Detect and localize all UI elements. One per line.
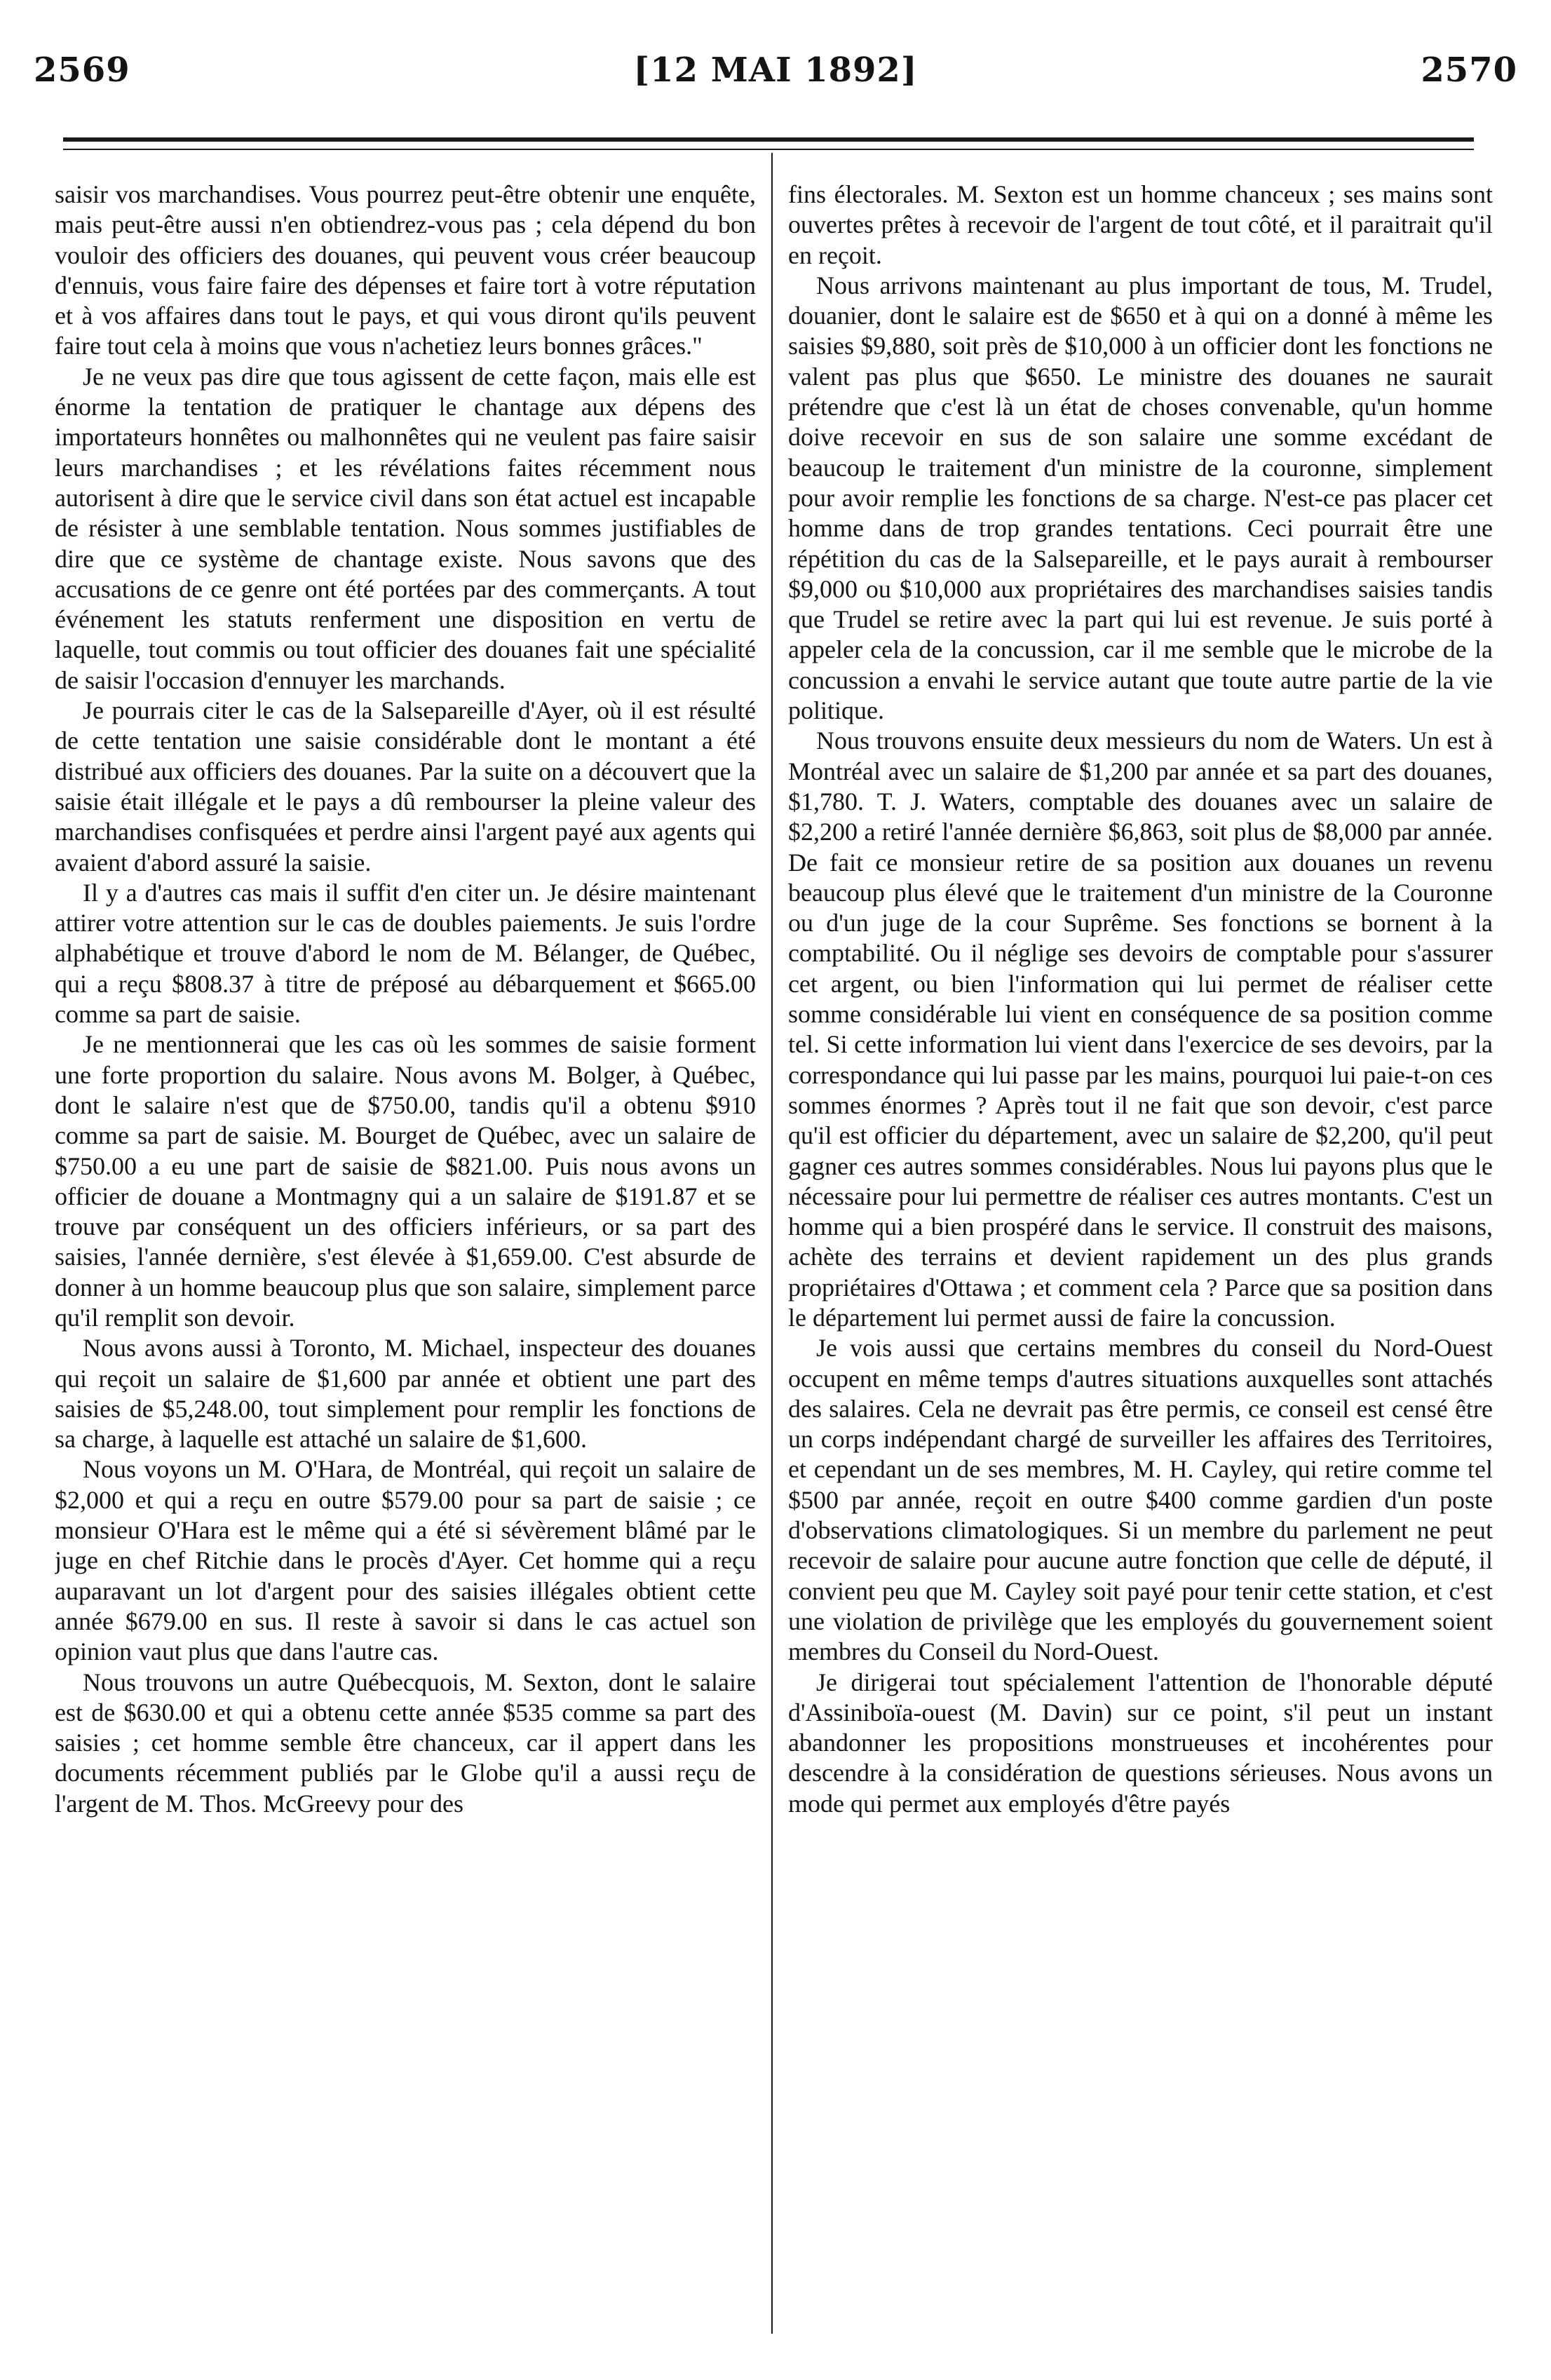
paragraph: Nous avons aussi à Toronto, M. Michael, inspecteur des douanes qui reçoit un salaire de $1,600 par année et obtient une part des saisies de $5,248.00, tout simplement pour remplir les fonctions de sa charge, à laquelle est attaché un salaire de $1,600. <box>55 1334 756 1454</box>
paragraph: Je dirigerai tout spécialement l'attention de l'honorable député d'Assiniboïa-ouest (M. Davin) sur ce point, s'il peut un instant abandonner les propositions monstrueuses et incohérentes pour descendre à la considération de questions sérieuses. Nous avons un mode qui permet aux employés d'être payés <box>788 1668 1493 1818</box>
left-page-number: 2569 <box>34 50 130 90</box>
left-column <box>55 180 756 2339</box>
right-page-number: 2570 <box>1421 50 1517 90</box>
paragraph: Je pourrais citer le cas de la Salsepareille d'Ayer, où il est résulté de cette tentation une saisie considérable dont le montant a été distribué aux officiers des douanes. Par la suite on a découvert que la saisie était illégale et le pays a dû rembourser la pleine valeur des marchandises confisquées et perdre ainsi l'argent payé aux agents qui avaient d'abord assuré la saisie. <box>55 696 756 877</box>
page-header <box>34 50 1517 114</box>
paragraph: Il y a d'autres cas mais il suffit d'en citer un. Je désire maintenant attirer votre attention sur le cas de doubles paiements. Je suis l'ordre alphabétique et trouve d'abord le nom de M. Bélanger, de Québec, qui a reçu $808.37 à titre de préposé au débarquement et $665.00 comme sa part de saisie. <box>55 878 756 1029</box>
right-column <box>788 180 1493 2339</box>
paragraph: Je ne mentionnerai que les cas où les sommes de saisie forment une forte proportion du salaire. Nous avons M. Bolger, à Québec, dont le salaire n'est que de $750.00, tandis qu'il a obtenu $910 comme sa part de saisie. M. Bourget de Québec, avec un salaire de $750.00 a eu une part de saisie de $821.00. Puis nous avons un officier de douane a Montmagny qui a un salaire de $191.87 et se trouve par conséquent un des officiers inférieurs, or sa part des saisies, l'année dernière, s'est élevée à $1,659.00. C'est absurde de donner à un homme beaucoup plus que son salaire, simplement parce qu'il remplit son devoir. <box>55 1030 756 1332</box>
paragraph: Je vois aussi que certains membres du conseil du Nord-Ouest occupent en même temps d'autres situations auxquelles sont attachés des salaires. Cela ne devrait pas être permis, ce conseil est censé être un corps indépendant chargé de surveiller les affaires des Territoires, et cependant un de ses membres, M. H. Cayley, qui retire comme tel $500 par année, reçoit en outre $400 comme gardien d'un poste d'observations climatologiques. Si un membre du parlement ne peut recevoir de salaire pour aucune autre fonction que celle de député, il convient peu que M. Cayley soit payé pour tenir cette station, et c'est une violation de privilège que les employés du gouvernement soient membres du Conseil du Nord-Ouest. <box>788 1334 1493 1666</box>
paragraph: Nous trouvons un autre Québecquois, M. Sexton, dont le salaire est de $630.00 et qui a obtenu cette année $535 comme sa part des saisies ; cet homme semble être chanceux, car il appert dans les documents récemment publiés par le Globe qu'il a aussi reçu de l'argent de M. Thos. McGreevy pour des <box>55 1668 756 1818</box>
paragraph: Nous arrivons maintenant au plus important de tous, M. Trudel, douanier, dont le salaire est de $650 et à qui on a donné à même les saisies $9,880, soit près de $10,000 à un officier dont les fonctions ne valent pas plus que $650. Le ministre des douanes ne saurait prétendre que c'est là un état de choses convenable, qu'un homme doive recevoir en sus de son salaire une somme excédant de beaucoup le traitement d'un ministre de la couronne, simplement pour avoir remplie les fonctions de sa charge. N'est-ce pas placer cet homme dans de trop grandes tentations. Ceci pourrait être une répétition du cas de la Salsepareille, et le pays aurait à rembourser $9,000 ou $10,000 aux propriétaires des marchandises saisies tandis que Trudel se retire avec la part qui lui est revenue. Je suis porté à appeler cela de la concussion, car il me semble que le microbe de la concussion a envahi le service autant que toute autre partie de la vie politique. <box>788 271 1493 725</box>
header-date: [12 MAI 1892] <box>633 50 918 90</box>
paragraph: Nous voyons un M. O'Hara, de Montréal, qui reçoit un salaire de $2,000 et qui a reçu en outre $579.00 pour sa part de saisie ; ce monsieur O'Hara est le même qui a été si sévèrement blâmé par le juge en chef Ritchie dans le procès d'Ayer. Cet homme qui a reçu auparavant un lot d'argent pour des saisies illégales obtient cette année $679.00 en sus. Il reste à savoir si dans le cas actuel son opinion vaut plus que dans l'autre cas. <box>55 1455 756 1666</box>
paragraph: fins électorales. M. Sexton est un homme chanceux ; ses mains sont ouvertes prêtes à recevoir de l'argent de tout côté, et il paraitrait qu'il en reçoit. <box>788 180 1493 269</box>
paragraph: Je ne veux pas dire que tous agissent de cette façon, mais elle est énorme la tentation de pratiquer le chantage aux dépens des importateurs honnêtes ou malhonnêtes qui ne veulent pas faire saisir leurs marchandises ; et les révélations faites récemment nous autorisent à dire que le service civil dans son état actuel est incapable de résister à une semblable tentation. Nous sommes justifiables de dire que ce système de chantage existe. Nous savons que des accusations de ce genre ont été portées par des commerçants. A tout événement les statuts renferment une disposition en vertu de laquelle, tout commis ou tout officier des douanes fait une spécialité de saisir l'occasion d'ennuyer les marchands. <box>55 362 756 694</box>
paragraph: Nous trouvons ensuite deux messieurs du nom de Waters. Un est à Montréal avec un salaire de $1,200 par année et sa part des douanes, $1,780. T. J. Waters, comptable des douanes avec un salaire de $2,200 a retiré l'année dernière $6,863, soit plus de $8,000 par année. De fait ce monsieur retire de sa position aux douanes un revenu beaucoup plus élevé que le traitement d'un ministre de la Couronne ou d'un juge de la cour Suprême. Ses fonctions se bornent à la comptabilité. Ou il néglige ses devoirs de comptable pour s'assurer cet argent, ou bien l'information qui lui permet de réaliser cette somme considérable lui vient en conséquence de sa position comme tel. Si cette information lui vient dans l'exercice de ses devoirs, par la correspondance qui lui passe par les mains, pourquoi lui paie-t-on ces sommes énormes ? Après tout il ne fait que son devoir, c'est parce qu'il est officier du département, avec un salaire de $2,200, qu'il peut gagner ces autres sommes considérables. Nous lui payons plus que le nécessaire pour lui permettre de réaliser ces autres montants. C'est un homme qui a bien prospéré dans le service. Il construit des maisons, achète des terrains et devient rapidement un des plus grands propriétaires d'Ottawa ; et comment cela ? Parce que sa position dans le département lui permet aussi de faire la concussion. <box>788 726 1493 1332</box>
header-rule-thin <box>63 149 1474 150</box>
paragraph: saisir vos marchandises. Vous pourrez peut-être obtenir une enquête, mais peut-être aussi n'en obtiendrez-vous pas ; cela dépend du bon vouloir des officiers des douanes, qui peuvent vous créer beaucoup d'ennuis, vous faire faire des dépenses et faire tort à votre réputation et à vos affaires dans tout le pays, et qui vous diront qu'ils peuvent faire tout cela à moins que vous n'achetiez leurs bonnes grâces." <box>55 180 756 360</box>
header-rule-thick <box>63 137 1474 142</box>
column-divider <box>771 153 773 2334</box>
